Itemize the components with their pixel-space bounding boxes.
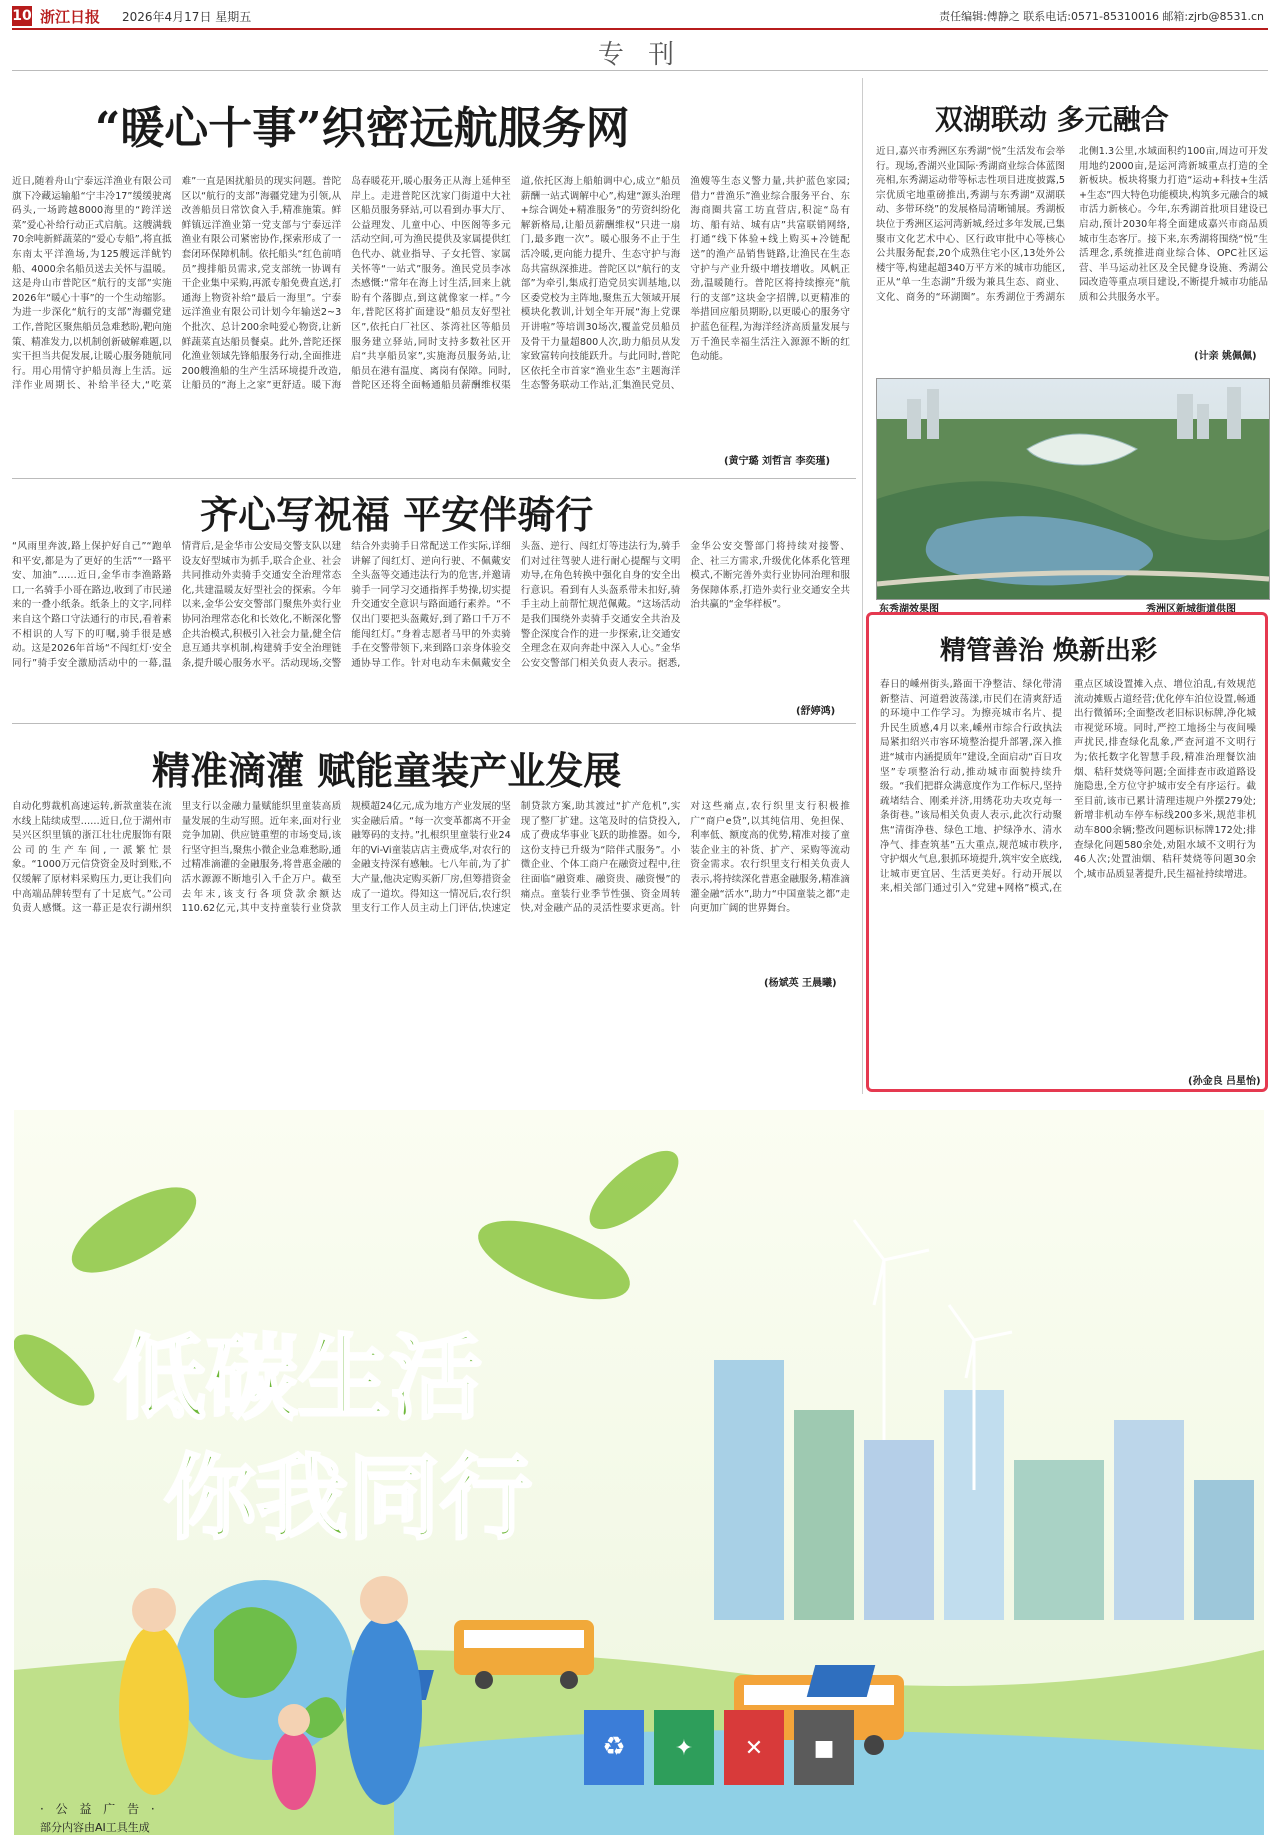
article-1-title: “暖心十事”织密远航服务网 xyxy=(95,103,630,154)
article-1-byline: (黄宁璐 刘哲言 李奕瑾) xyxy=(720,452,830,467)
svg-text:■: ■ xyxy=(813,1736,835,1761)
aerial-park-illustration xyxy=(877,379,1269,599)
divider xyxy=(12,478,856,479)
photo-credit: 秀洲区新城街道供图 xyxy=(1146,604,1236,615)
ad-ai-note: 部分内容由AI工具生成 xyxy=(40,1821,150,1834)
lake-rendering-photo xyxy=(876,378,1270,600)
article-1-body: 近日,随着舟山宁泰远洋渔业有限公司旗下冷藏运输船“宁丰冷17”缓缓驶离码头,一场跨越8000海里的“跨洋送菜”爱心补给行动正式启航。这艘满载70余吨新鲜蔬菜的“爱心专船”,将直抵东南太平洋渔场,为125艘远洋鱿钓船、4000余名船员送去关怀与温暖。这是舟山市普陀区“航行的支部”实施2026年“暖心十事”的一个生动缩影。为进一步深化“航行的支部”海疆党建工作,普陀区聚焦船员急难愁盼,靶向施策、精准发力,以机制创新破解难题,以实干担当共促发展,让暖心服务随航同行。用心用情守护船员海上生活。远洋作业周期长、补给半径大,“吃菜难”一直是困扰船员的现实问题。普陀区以“航行的支部”海疆党建为引领,从改善船员日常饮食入手,精准施策。鲜鲜镇远洋渔业第一党支部与宁泰远洋渔业有限公司紧密协作,探索形成了一套闭环保障机制。依托船头“红色前哨员”搜排船员需求,党支部统一协调有干企业集中采购,再派专船免费直送,打通海上物资补给“最后一海里”。宁泰远洋渔业有限公司计划今年输送2~3个批次、总计200余吨爱心物资,让新鲜蔬菜直达船员餐桌。此外,普陀还探化渔业领域先锋船服务行动,全面推进200艘渔船的生产生活环境提升改造,让船员的“海上之家”更舒适。暖下海岛春暖花开,暖心服务正从海上延伸至岸上。走进普陀区沈家门街道中大社区船员服务驿站,可以看到办事大厅、公益理发、儿童中心、中医阁等多元活动空间,可为渔民提供及家属提供红色代办、就业指导、子女托管、家属关怀等“一站式”服务。渔民党员李冰杰感慨:“常年在海上讨生活,回来上就盼有个落脚点,到这就像家一样。”今年,普陀区将扩面建设“船员友好型社区”,依托白厂社区、茶湾社区等船员服务建立驿站,同时支持多数社区开启“共享船员家”,实施海员服务站,让船员在港有温度、离岗有保障。同时,普陀区还将全面畅通船员薪酬维权渠道,依托区海上船舶调中心,成立“船员薪酬一站式调解中心”,构建“源头治理+综合调处+精准服务”的劳资纠纷化解新格局,让船员薪酬维权“只进一扇门,最多跑一次”。暖心服务不止于生活冷暖,更向能力提升、生态守护与海岛共富纵深推进。普陀区以“航行的支部”为牵引,集成打造党员实训基地,以区委党校为主阵地,聚焦五大领域开展模块化教训,计划全年开展“海上党课开讲啦”等培训30场次,覆盖党员船员及骨干力量超800人次,助力船员从发家致富转向技能跃升。与此同时,普陀区依托全市首家“渔业生态”主题海洋生态警务联动工作站,汇集渔民党员、渔嫂等生态义警力量,共护蓝色家园;借力“普渔乐”渔业综合服务平台、东海商圈共富工坊直营店,积淀“岛有坊、船有站、城有店”共富联销网络,打通“线下体验+线上购买+冷链配送”的渔产品销售链路,让渔民在生态守护与产业升级中增技增收。风帆正劲,温暖随行。普陀区将持续擦亮“航行的支部”这块金字招牌,以更精准的举措回应船员期盼,以更暖心的服务守护蓝色征程,为海洋经济高质量发展与万千渔民幸福生活注入源源不断的红色动能。 xyxy=(12,176,850,392)
article-2-title: 双湖联动 多元融合 xyxy=(935,103,1169,136)
public-service-ad xyxy=(14,1110,1264,1835)
article-3-byline: (舒婷鸿) xyxy=(792,702,835,717)
page-number: 10 xyxy=(12,8,32,24)
editor-contact: 责任编辑:傅静之 联系电话:0571-85310016 邮箱:zjrb@8531.cn xyxy=(939,10,1264,23)
article-2-byline: (计亲 姚佩佩) xyxy=(1190,347,1257,362)
photo-caption: 东秀湖效果图 xyxy=(879,604,939,615)
page-header xyxy=(12,6,1268,30)
svg-text:✦: ✦ xyxy=(674,1736,694,1761)
section-label: 专 刊 xyxy=(597,40,683,70)
article-4-title: 精准滴灌 赋能童装产业发展 xyxy=(152,748,622,793)
article-5-byline: (孙金良 吕星怡) xyxy=(1184,1072,1261,1087)
svg-text:♻: ♻ xyxy=(602,1732,626,1762)
article-5-body: 春日的嵊州街头,路面干净整洁、绿化带清新整洁、河道碧波荡漾,市民们在清爽舒适的环境中工作学习。为擦亮城市名片、提升民生质感,4月以来,嵊州市综合行政执法局紧扣绍兴市容环境整治提升部署,深入推进“城市内涵提质年”建设,全面启动“百日攻坚”专项整治行动,推动城市面貌持续升级。“我们把群众满意度作为工作标尺,坚持疏堵结合、刚柔并济,用绣花功夫攻克每一条街巷。”该局相关负责人表示,此次行动聚焦“清街净巷、绿色工地、护绿净水、清水净气、排查筑基”五大重点,规范城市秩序,守护烟火气息,狠抓环境提升,筑牢安全底线,让城市更宜居、生活更美好。行动开展以来,相关部门通过引入“党建+网格”模式,在重点区域设置摊入点、增位泊乱,有效规范流动摊贩占道经营;优化停车泊位设置,畅通出行微循环;全面整改老旧标识标牌,净化城市视觉环境。同时,严控工地扬尘与夜间噪声扰民,排查绿化乱象,严查河道不文明行为;依托数字化智慧手段,精准治理餐饮油烟、秸秆焚烧等问题;全面排查市政道路设施隐患,全方位守护城市安全有序运行。截至目前,该市已累计清理违规户外摆279处;新增非机动车停车标线200多米,规范非机动车800余辆;整改问题标识标牌172处;排查绿化问题580余处,劝阻水域不文明行为46人次;处置油烟、秸秆焚烧等问题30余个,城市品质显著提升,民生福祉持续增进。 xyxy=(880,679,1256,895)
ad-label: · 公 益 广 告 · xyxy=(40,1802,159,1816)
article-4-byline: (杨斌英 王晨曦) xyxy=(760,974,837,989)
article-5-title: 精管善治 焕新出彩 xyxy=(940,636,1158,666)
column-divider xyxy=(862,78,863,1094)
divider xyxy=(12,723,856,724)
article-3-title: 齐心写祝福 平安伴骑行 xyxy=(200,492,594,537)
slogan-line-1: 低碳生活 xyxy=(114,1324,483,1432)
article-3-body: “风雨里奔波,路上保护好自己”“跑单和平安,都是为了更好的生活”“一路平安、加油”……近日,金华市李渔路路口,一名骑手小哥在路边,收到了市民递来的一叠小纸条。纸条上的文字,同样来自这个路口守法通行的市民,看着素不相识的人写下的叮嘱,骑手很是感动。这是2026年首场“不闯红灯·安全同行”骑手安全激励活动中的一幕,温情背后,是金华市公安局交警支队以建设友好型城市为抓手,联合企业、社会共同推动外卖骑手交通安全治理常态化,共建温暖友好型社会的探索。今年以来,金华公安交警部门聚焦外卖行业协同治理常态化和长效化,不断深化警企共治模式,积极引入社会力量,健全信息互通共享机制,构建骑手安全治理链条,提升暖心服务水平。活动现场,交警结合外卖骑手日常配送工作实际,详细讲解了闯红灯、逆向行驶、不佩戴安全头盔等交通违法行为的危害,并邀请骑手一同学习交通指挥手势操,切实提升交通安全意识与路面通行素养。“不仅出门要把头盔戴好,到了路口千万不能闯红灯。”身着志愿者马甲的外卖骑手在交警带领下,来到路口亲身体验交通协导工作。针对电动车未佩戴安全头盔、逆行、闯红灯等违法行为,骑手们对过往驾驶人进行耐心提醒与文明劝导,在角色转换中强化自身的安全出行意识。看到有人头盔系带未扣好,骑手主动上前帮忙规范佩戴。“这场活动是我们围绕外卖骑手交通安全共治及警企深度合作的进一步探索,让交通安全理念在双向奔赴中深入人心。”金华公安交警部门相关负责人表示。据悉,金华公安交警部门将持续对接警、企、社三方需求,升级优化体系化管理模式,不断完善外卖行业协同治理和服务保障体系,打造外卖行业交通安全共治共赢的“金华样板”。 xyxy=(12,541,850,669)
slogan-line-2: 你我同行 xyxy=(164,1444,533,1552)
svg-text:✕: ✕ xyxy=(744,1736,764,1761)
article-4-body: 自动化剪裁机高速运转,新款童装在流水线上陆续成型……近日,位于湖州市吴兴区织里镇的浙江壮壮虎服饰有限公司的生产车间,一派繁忙景象。“1000万元信贷资金及时到账,不仅缓解了原材料采购压力,更让我们向中高端品牌转型有了十足底气。”公司负责人感慨。这一幕正是农行湖州织里支行以金融力量赋能织里童装高质量发展的生动写照。近年来,面对行业竞争加剧、供应链重塑的市场变局,该行坚守担当,聚焦小微企业急难愁盼,通过精准滴灌的金融服务,将普惠金融的活水源源不断地引入千企万户。截至去年末,该支行各项贷款余额达110.62亿元,其中支持童装行业贷款规模超24亿元,成为地方产业发展的坚实金融后盾。“每一次变革都离不开金融筹码的支持。”扎根织里童装行业24年的Vi-Vi童装店店主费成华,对农行的金融支持深有感触。七八年前,为了扩大产量,他决定购买新厂房,但筹措资金成了一道坎。得知这一情况后,农行织里支行工作人员主动上门评估,快速定制贷款方案,助其渡过“扩产危机”,实现了整厂扩建。这笔及时的信贷投入,成了费成华事业飞跃的助推器。如今,这份支持已升级为“陪伴式服务”。小微企业、个体工商户在融资过程中,往往面临“融资难、融资贵、融资慢”的痛点。童装行业季节性强、资金周转快,对金融产品的灵活性要求更高。针对这些痛点,农行织里支行积极推广“商户e贷”,以其纯信用、免担保、利率低、额度高的优势,精准对接了童装企业主的补货、扩产、采购等流动资金需求。农行织里支行相关负责人表示,将持续深化普惠金融服务,精准滴灌金融“活水”,助力“中国童装之都”走向更加广阔的世界舞台。 xyxy=(12,801,850,915)
low-carbon-illustration xyxy=(14,1110,1264,1835)
article-2-body: 近日,嘉兴市秀洲区东秀湖“悦”生活发布会举行。现场,香湖兴业国际·秀湖商业综合体蓝图亮相,东秀湖运动带等标志性项目进度披露,5宗优质宅地重磅推出,秀湖与东秀湖“双湖联动、多带环绕”的发展格局清晰铺展。秀湖板块位于秀洲区运河湾新城,经过多年发展,已集聚市文化艺术中心、区行政审批中心等核心公共服务配套,20个成熟住宅小区,13处外公楼宇等,构建起超340万平方米的城市功能区,正从“单一生态湖”升级为兼具生态、商业、文化、商务的“环湖圈”。东秀湖位于秀湖东北侧1.3公里,水域面积约100亩,周边可开发用地约2000亩,是运河湾新城重点打造的全新板块。板块将聚力打造“运动+科技+生活+生态”四大特色功能模块,构筑多元融合的城市活力新核心。今年,东秀湖首批项目建设已启动,预计2030年将全面建成嘉兴市商品质城市生态客厅。接下来,东秀湖将围绕“悦”生活理念,系统推进商业综合体、OPC社区运营、半马运动社区及全民健身设施、秀湖公园改造等重点项目建设,不断提升城市功能品质和公共服务水平。 xyxy=(876,146,1268,303)
masthead-logo: 浙江日报 xyxy=(40,8,101,26)
section-divider xyxy=(12,70,1268,71)
issue-date: 2026年4月17日 星期五 xyxy=(122,10,252,24)
